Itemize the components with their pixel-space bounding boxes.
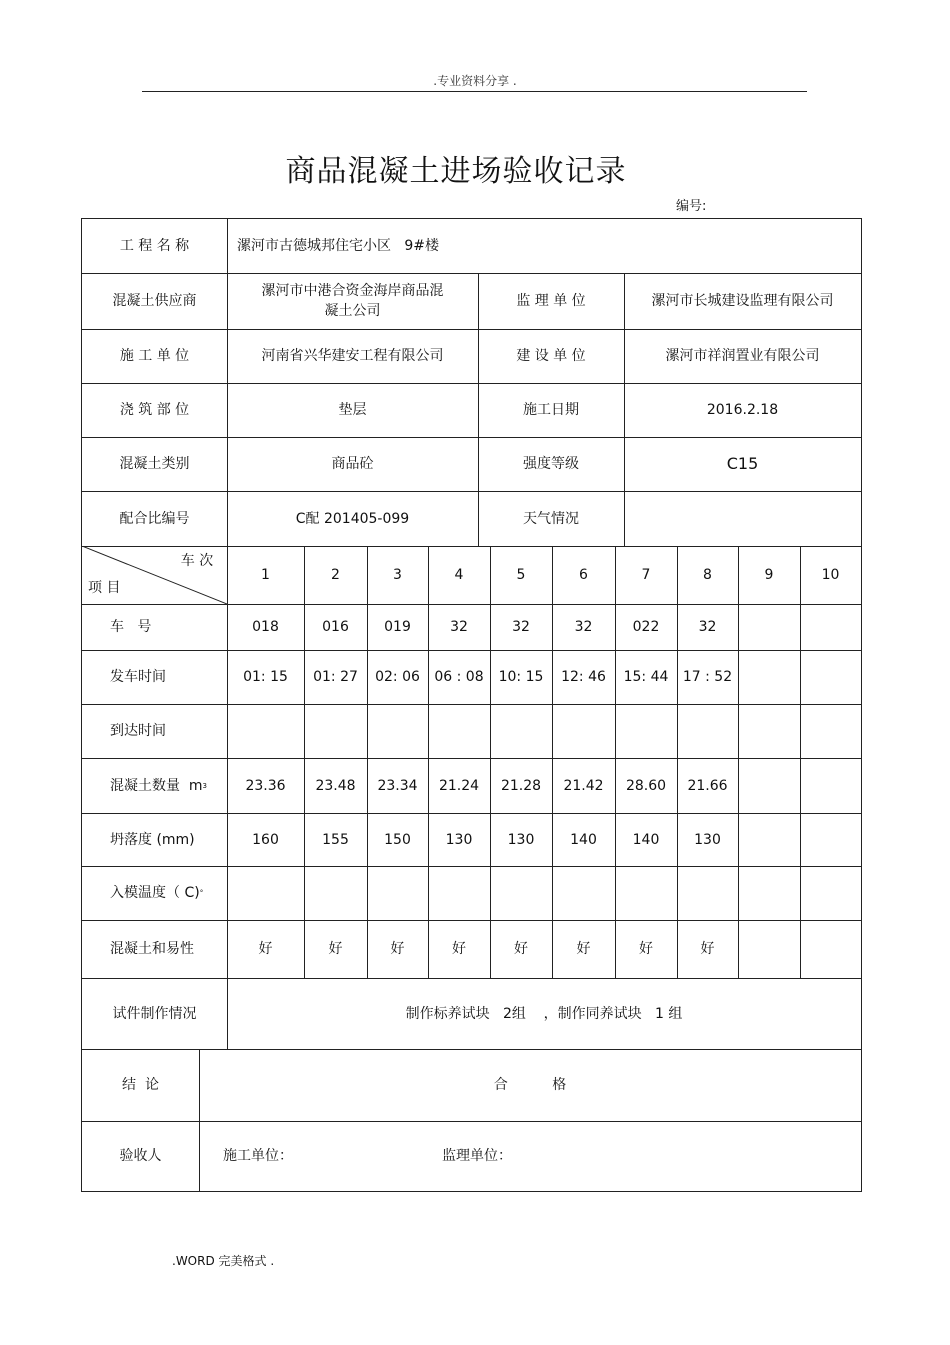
truck-number-cell: 022 (632, 619, 660, 635)
truck-number-label-text: 车 号 (110, 619, 152, 635)
workability-cell: 好 (258, 941, 273, 957)
slump-cell: 130 (694, 831, 721, 848)
slump-cell: 130 (445, 831, 473, 848)
placement-temperature-cell (490, 866, 552, 920)
departure-time-cell: 01: 27 (313, 669, 358, 685)
trip-number: 1 (261, 567, 270, 583)
concrete-volume-cell (738, 758, 800, 813)
conclusion-label: 结 论 (122, 1077, 159, 1093)
specimen-label: 试件制作情况 (112, 1005, 197, 1022)
owner-label: 建 设 单 位 (516, 348, 586, 364)
weather-value (624, 491, 861, 546)
concrete-volume-cell: 23.48 (315, 777, 356, 794)
construction-date-label: 施工日期 (523, 402, 579, 418)
strength-grade-value: C15 (726, 454, 759, 473)
arrival-time-cell (304, 704, 367, 758)
slump-cell: 130 (507, 831, 535, 848)
slump-label-text: 坍落度 (mm) (110, 831, 195, 848)
departure-time-label-text: 发车时间 (110, 669, 166, 685)
workability-cell: 好 (514, 941, 528, 957)
departure-time-cell: 02: 06 (375, 669, 420, 685)
slump-cell (738, 813, 800, 866)
acceptor-contractor-field: 施工单位： (223, 1148, 293, 1164)
trip-number: 2 (331, 567, 340, 583)
truck-number-cell: 018 (252, 619, 279, 635)
trip-number: 3 (393, 567, 402, 583)
departure-time-cell: 10: 15 (498, 669, 544, 685)
slump-cell: 160 (252, 831, 279, 848)
supervisor-value: 漯河市长城建设监理有限公司 (651, 293, 834, 309)
arrival-time-cell (367, 704, 428, 758)
trip-number: 9 (764, 567, 774, 583)
strength-grade-label: 强度等级 (523, 456, 579, 472)
placement-temperature-label-sup: ° (199, 889, 204, 897)
truck-number-cell (800, 604, 861, 650)
trip-number: 8 (703, 567, 712, 583)
departure-time-cell: 15: 44 (623, 669, 669, 685)
supplier-value-line2: 凝土公司 (324, 303, 381, 319)
concrete-volume-cell: 21.24 (438, 777, 480, 794)
pour-location-value: 垫层 (338, 402, 367, 418)
specimen-value: 制作标养试块 2组 ，制作同养试块 1 组 (405, 1005, 683, 1022)
truck-number-cell: 32 (698, 619, 717, 635)
slump-cell (800, 813, 861, 866)
arrival-time-cell (677, 704, 738, 758)
supplier-value (227, 273, 478, 329)
workability-cell: 好 (328, 941, 343, 957)
concrete-volume-cell: 23.36 (245, 777, 286, 794)
placement-temperature-label-text: 入模温度（ C) (110, 885, 200, 901)
departure-time-cell: 06 : 08 (434, 669, 484, 685)
workability-cell: 好 (576, 941, 591, 957)
supplier-value-line1: 漯河市中港合资金海岸商品混 (261, 283, 444, 299)
workability-cell (800, 920, 861, 978)
placement-temperature-cell (227, 866, 304, 920)
arrival-time-cell (227, 704, 304, 758)
construction-date-value: 2016.2.18 (706, 402, 779, 418)
trip-number: 4 (454, 567, 464, 583)
trip-number: 7 (641, 567, 651, 583)
placement-temperature-label (110, 866, 225, 920)
truck-number-cell: 32 (574, 619, 593, 635)
trip-number: 10 (821, 567, 840, 583)
departure-time-cell (800, 650, 861, 704)
departure-time-label (110, 650, 225, 704)
concrete-volume-label (110, 758, 225, 813)
acceptance-table (81, 218, 862, 1192)
trip-number: 5 (516, 567, 526, 583)
workability-cell: 好 (639, 941, 653, 957)
slump-cell: 140 (570, 831, 597, 848)
header-rule (142, 91, 807, 92)
workability-label-text: 混凝土和易性 (110, 941, 194, 957)
placement-temperature-cell (428, 866, 490, 920)
arrival-time-cell (800, 704, 861, 758)
weather-label: 天气情况 (523, 510, 579, 527)
concrete-volume-cell: 21.66 (687, 777, 728, 794)
page-header: .专业资料分享 . (433, 74, 517, 88)
document-title: 商品混凝土进场验收记录 (285, 154, 627, 189)
truck-number-cell: 016 (322, 619, 349, 635)
arrival-time-cell (490, 704, 552, 758)
page-footer: .WORD 完美格式 . (172, 1254, 275, 1268)
mix-ratio-value: C配 201405-099 (295, 510, 410, 527)
concrete-volume-cell: 28.60 (625, 777, 667, 794)
concrete-volume-cell: 21.42 (563, 777, 604, 794)
arrival-time-label (110, 704, 225, 758)
placement-temperature-cell (304, 866, 367, 920)
acceptor-label: 验收人 (119, 1148, 162, 1164)
departure-time-cell: 01: 15 (243, 669, 288, 685)
conclusion-value: 合 格 (493, 1077, 567, 1093)
workability-label (110, 920, 225, 978)
truck-number-label (110, 604, 225, 650)
slump-label (110, 813, 225, 866)
departure-time-cell (738, 650, 800, 704)
placement-temperature-cell (677, 866, 738, 920)
acceptor-supervisor-field: 监理单位： (442, 1148, 512, 1164)
truck-number-cell (738, 604, 800, 650)
supplier-label: 混凝土供应商 (112, 293, 197, 309)
departure-time-cell: 17 : 52 (682, 669, 733, 685)
slump-cell: 140 (632, 831, 660, 848)
pour-location-label: 浇 筑 部 位 (119, 402, 190, 418)
concrete-volume-label-sup: 3 (202, 781, 208, 790)
workability-cell (738, 920, 800, 978)
corner-trip-label: 车 次 (180, 553, 214, 569)
corner-item-label: 项 目 (88, 580, 121, 596)
arrival-time-cell (428, 704, 490, 758)
workability-cell: 好 (390, 941, 405, 957)
project-value: 漯河市古德城邦住宅小区 9#楼 (237, 238, 439, 254)
placement-temperature-cell (800, 866, 861, 920)
placement-temperature-cell (552, 866, 615, 920)
truck-number-cell: 32 (512, 619, 530, 635)
arrival-time-cell (552, 704, 615, 758)
slump-cell: 155 (322, 831, 349, 848)
project-label: 工 程 名 称 (119, 238, 190, 254)
concrete-volume-cell: 23.34 (377, 777, 418, 794)
mix-ratio-label: 配合比编号 (119, 510, 190, 527)
supervisor-label: 监 理 单 位 (516, 293, 586, 309)
arrival-time-label-text: 到达时间 (110, 723, 166, 739)
slump-cell: 150 (384, 831, 411, 848)
arrival-time-cell (615, 704, 677, 758)
concrete-type-label: 混凝土类别 (119, 456, 190, 472)
truck-number-cell: 019 (384, 619, 411, 635)
contractor-label: 施 工 单 位 (119, 348, 190, 364)
concrete-volume-cell: 21.28 (500, 777, 542, 794)
owner-value: 漯河市祥润置业有限公司 (665, 348, 820, 364)
truck-number-cell: 32 (450, 619, 468, 635)
contractor-value: 河南省兴华建安工程有限公司 (261, 348, 444, 364)
placement-temperature-cell (367, 866, 428, 920)
workability-cell: 好 (452, 941, 466, 957)
concrete-volume-cell (800, 758, 861, 813)
concrete-volume-label-text: 混凝土数量 m (110, 777, 203, 794)
serial-number-label: 编号: (676, 199, 707, 214)
trip-number: 6 (579, 567, 588, 583)
arrival-time-cell (738, 704, 800, 758)
departure-time-cell: 12: 46 (561, 669, 606, 685)
placement-temperature-cell (615, 866, 677, 920)
workability-cell: 好 (700, 941, 715, 957)
placement-temperature-cell (738, 866, 800, 920)
concrete-type-value: 商品砼 (331, 456, 374, 472)
